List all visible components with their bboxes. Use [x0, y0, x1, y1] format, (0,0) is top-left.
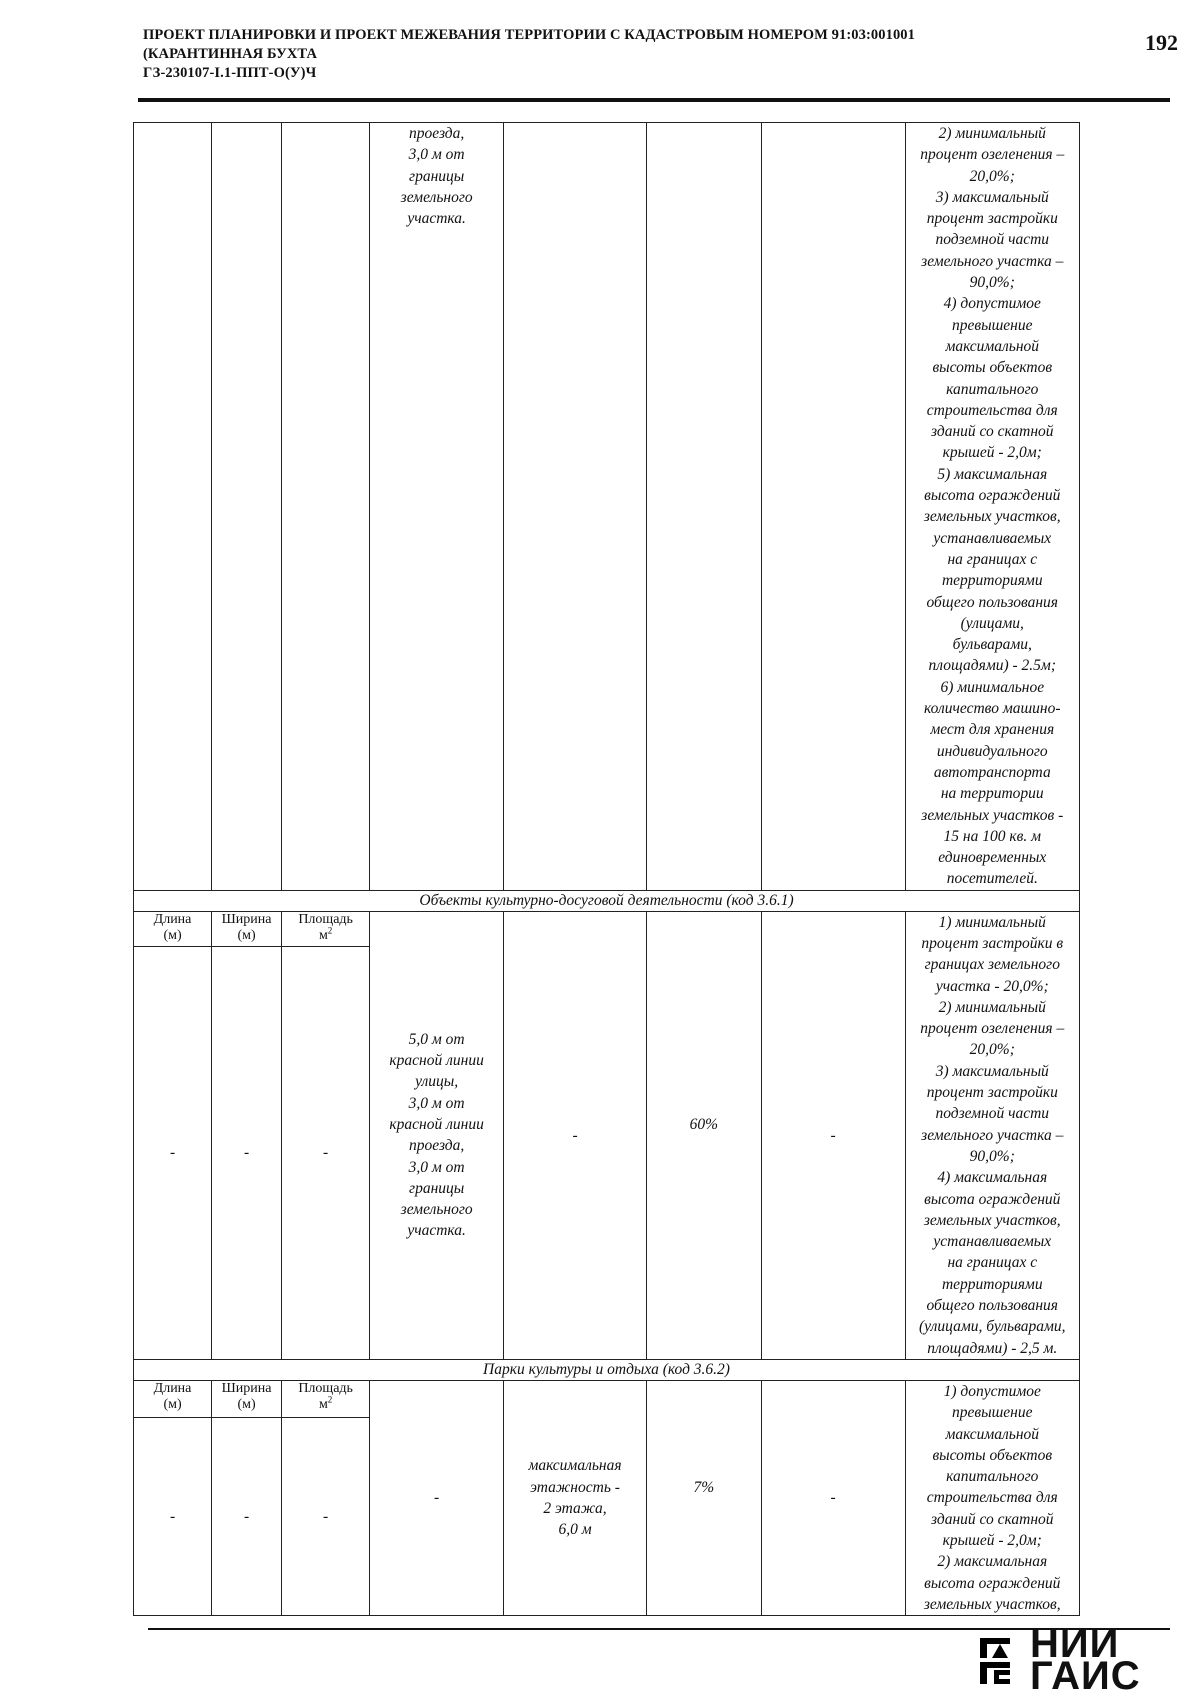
logo-line1: НИИ — [1030, 1622, 1120, 1666]
section2-width: - — [212, 1418, 282, 1616]
section1-params: 1) минимальный процент застройки в границах земельного участка - 20,0%; 2) минимальный процент озеленения – 20,0%; 3) максимальный процент застройки подземной части земельного участка – 90,0%; 4) максимальная высота ограждений земельных участков, устанавливаемых на границах с территориями общего пользования (улицами, бульварами, площадями) - 2,5 м. — [905, 911, 1079, 1359]
section-title-cultural: Объекты культурно-досуговой деятельности (код 3.6.1) — [134, 890, 1080, 911]
header-doc-code: ГЗ-230107-I.1-ППТ-О(У)Ч — [143, 65, 317, 81]
section-title-row — [134, 890, 1080, 911]
section1-length: - — [134, 947, 212, 1360]
section2-area: - — [282, 1418, 370, 1616]
continuation-setback: проезда, 3,0 м от границы земельного участка. — [400, 125, 473, 228]
header-title-line1: ПРОЕКТ ПЛАНИРОВКИ И ПРОЕКТ МЕЖЕВАНИЯ ТЕРРИТОРИИ С КАДАСТРОВЫМ НОМЕРОМ 91:03:001001 — [143, 27, 916, 43]
section1-coverage: 60% — [647, 911, 762, 1359]
section2-coverage: 7% — [647, 1380, 762, 1615]
section-title-parks: Парки культуры и отдыха (код 3.6.2) — [134, 1359, 1080, 1380]
section1-width: - — [212, 947, 282, 1360]
regulations-table — [133, 122, 1080, 1616]
section2-header-row — [134, 1380, 1080, 1417]
col-header-width: Ширина (м) — [212, 911, 282, 947]
col-header-area-sup: 2 — [327, 925, 333, 936]
document-header — [143, 26, 1103, 83]
col-header-length: Длина (м) — [134, 1380, 212, 1417]
section2-params: 1) допустимое превышение максимальной высоты объектов капитального строительства для зданий со скатной крышей - 2,0м; 2) максимальная высота ограждений земельных участков, — [905, 1380, 1079, 1615]
col-header-area-sup: 2 — [327, 1394, 333, 1405]
section2-length: - — [134, 1418, 212, 1616]
page-number: 192 — [1145, 30, 1178, 55]
continuation-row — [134, 123, 1080, 891]
nii-gais-logo — [978, 1622, 1178, 1698]
section-title-row — [134, 1359, 1080, 1380]
logo-line2: ГАИС — [1030, 1654, 1141, 1698]
section1-header-row — [134, 911, 1080, 947]
section2-other: - — [761, 1380, 905, 1615]
header-title-line2: (КАРАНТИННАЯ БУХТА — [143, 46, 318, 62]
logo-mark-icon — [978, 1636, 1018, 1686]
continuation-params: 2) минимальный процент озеленения – 20,0%; 3) максимальный процент застройки подземной части земельного участка – 90,0%; 4) допустимое превышение максимальной высоты объектов капитального строительства для зданий со скатной крышей - 2,0м; 5) максимальная высота ограждений земельных участков, устанавливаемых на границах с территориями общего пользования (улицами, бульварами, площадями) - 2.5м; 6) минимальное количество машино- мест для хранения индивидуального автотранспорта на территории земельных участков - 15 на 100 кв. м единовременных посетителей. — [920, 125, 1065, 888]
section1-other: - — [761, 911, 905, 1359]
section1-floors: - — [504, 911, 647, 1359]
col-header-area — [282, 1380, 370, 1417]
header-rule — [138, 98, 1170, 102]
col-header-area-label: Площадь м — [298, 1380, 353, 1412]
col-header-length: Длина (м) — [134, 911, 212, 947]
col-header-area — [282, 911, 370, 947]
col-header-width: Ширина (м) — [212, 1380, 282, 1417]
section2-floors: максимальная этажность - 2 этажа, 6,0 м — [504, 1380, 647, 1615]
col-header-area-label: Площадь м — [298, 911, 353, 943]
section1-setback: 5,0 м от красной линии улицы, 3,0 м от красной линии проезда, 3,0 м от границы земельного участка. — [370, 911, 504, 1359]
section1-area: - — [282, 947, 370, 1360]
section2-setback: - — [370, 1380, 504, 1615]
